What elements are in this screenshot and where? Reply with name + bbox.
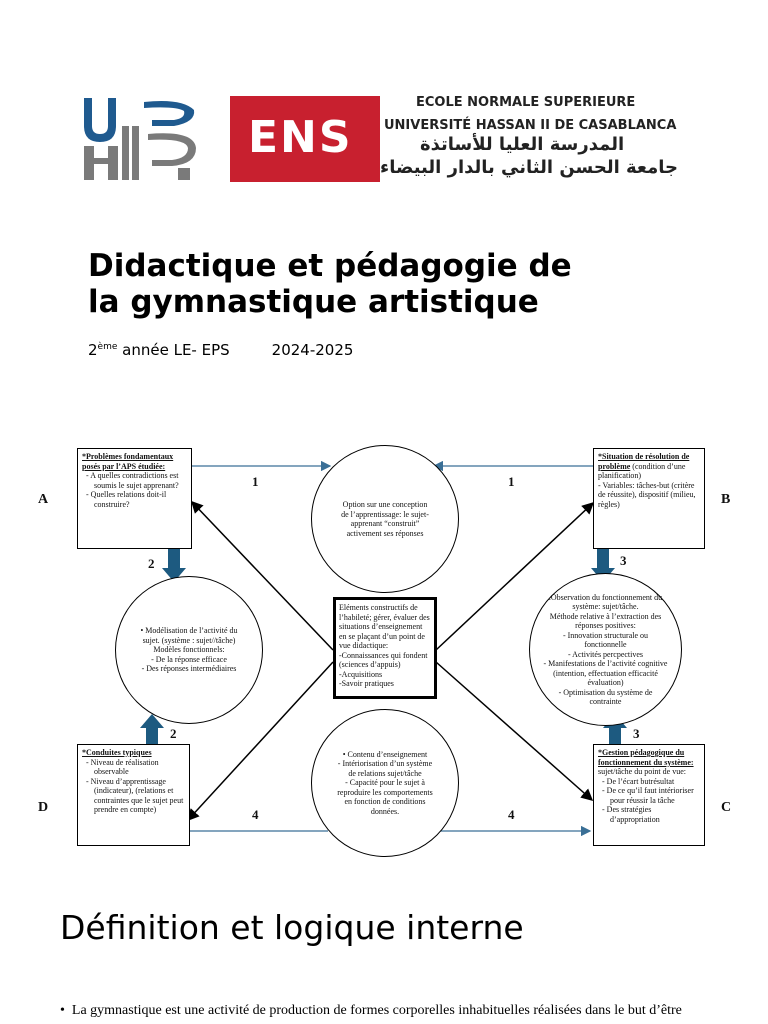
level-label: année LE- EPS xyxy=(117,341,230,359)
box-d-list xyxy=(82,758,185,815)
box-d-item: - Niveau de réalisation observable xyxy=(86,757,159,776)
circle-left xyxy=(115,576,263,724)
box-c-item: - Des stratégies d’appropriation xyxy=(602,805,660,824)
label-a: A xyxy=(38,492,49,507)
box-a xyxy=(77,448,192,549)
school-name-ar: المدرسة العليا للأساتذة xyxy=(420,134,625,155)
box-d-item: - Niveau d’apprentissage (indicateur), (relations et contraintes que le sujet peut prendre en compte) xyxy=(86,776,184,814)
box-d xyxy=(77,744,190,846)
circle-bottom xyxy=(311,709,459,857)
circle-top xyxy=(311,445,459,593)
university-name-ar: جامعة الحسن الثاني بالدار البيضاء xyxy=(380,157,678,178)
box-a-item: - A quelles contradictions est soumis le sujet apprenant? xyxy=(86,471,179,490)
circle-top-text: Option sur une conception de l’apprentissage: le sujet-apprenant “construit” activement ses réponses xyxy=(341,500,429,538)
center-line: -Connaissances qui fondent (sciences d’appuis) xyxy=(339,650,428,669)
center-line: -Acquisitions xyxy=(339,669,383,679)
school-name-fr: ECOLE NORMALE SUPERIEURE xyxy=(416,95,636,110)
label-b: B xyxy=(721,492,731,507)
level-number: 2 xyxy=(88,341,98,359)
step-4-right: 4 xyxy=(508,807,515,822)
title-line-1: Didactique et pédagogie de xyxy=(88,248,572,284)
step-2-bottom: 2 xyxy=(170,726,177,741)
box-c-item: - De l’écart butrésultat xyxy=(602,776,675,786)
circle-right-text: .Observation du fonctionnement du système: sujet/tâche. Méthode relative à l’extraction des réponses positives: - Innovation structurale ou fonctionnelle - Activités percpectives - Manifestations de l’activité cognitive (intention, effectuation efficacité évaluation) - Optimisation du système de contrainte xyxy=(543,592,668,706)
step-2-top: 2 xyxy=(148,556,155,571)
box-b xyxy=(593,448,705,549)
ens-logo-text: ENS xyxy=(248,112,353,163)
box-b-heading: *Situation de résolution de problème (condition d’une planification) xyxy=(598,452,690,480)
circle-bottom-text: • Contenu d’enseignement - Intériorisation d’un système de relations sujet/tâche - Capacité pour le sujet à reproduire les comportements en fonction de conditions données. xyxy=(337,749,433,816)
label-c: C xyxy=(721,800,732,815)
bullet-icon: • xyxy=(60,1003,72,1018)
title-line-2: la gymnastique artistique xyxy=(88,284,539,320)
label-d: D xyxy=(38,800,49,815)
box-b-line: - Variables: tâches-but (critère de réussite), dispositif (milieu, règles) xyxy=(598,480,696,509)
box-c-list xyxy=(598,777,700,825)
university-name-fr: UNIVERSITÉ HASSAN II DE CASABLANCA xyxy=(384,118,677,133)
academic-year: 2024-2025 xyxy=(271,341,354,359)
box-a-heading: *Problèmes fondamentaux posés par l’APS étudiée: xyxy=(82,452,174,471)
section-title: Définition et logique interne xyxy=(60,908,524,947)
circle-left-text: • Modélisation de l’activité du sujet. (système : sujet//tâche) Modèles fonctionnels: - De la réponse efficace - Des réponses intermédiaires xyxy=(140,626,238,674)
box-c-intro: sujet/tâche du point de vue: xyxy=(598,767,686,776)
box-c xyxy=(593,744,705,846)
step-4-left: 4 xyxy=(252,807,259,822)
bullet-item xyxy=(60,1003,760,1019)
step-3-bottom: 3 xyxy=(633,726,640,741)
level-superscript: ème xyxy=(97,342,118,352)
box-a-list xyxy=(82,471,187,509)
center-box xyxy=(333,597,437,699)
box-c-heading: *Gestion pédagogique du fonctionnement du système: xyxy=(598,748,694,767)
step-1-left: 1 xyxy=(252,474,259,489)
center-line: -Savoir pratiques xyxy=(339,679,394,688)
box-a-item: - Quelles relations doit-il construire? xyxy=(86,490,167,509)
box-d-heading: *Conduites typiques xyxy=(82,748,152,757)
circle-right xyxy=(529,573,682,726)
step-1-right: 1 xyxy=(508,474,515,489)
bullet-text: La gymnastique est une activité de production de formes corporelles inhabituelles réalisées dans le but d’être xyxy=(71,1003,682,1018)
center-line: Eléments constructifs de l’habileté; gérer, évaluer des situations d’enseignement en se plaçant d’un point de vue didactique: xyxy=(339,603,430,650)
box-c-item: - De ce qu’il faut intérioriser pour réussir la tâche xyxy=(602,786,694,805)
step-3-top: 3 xyxy=(620,553,627,568)
